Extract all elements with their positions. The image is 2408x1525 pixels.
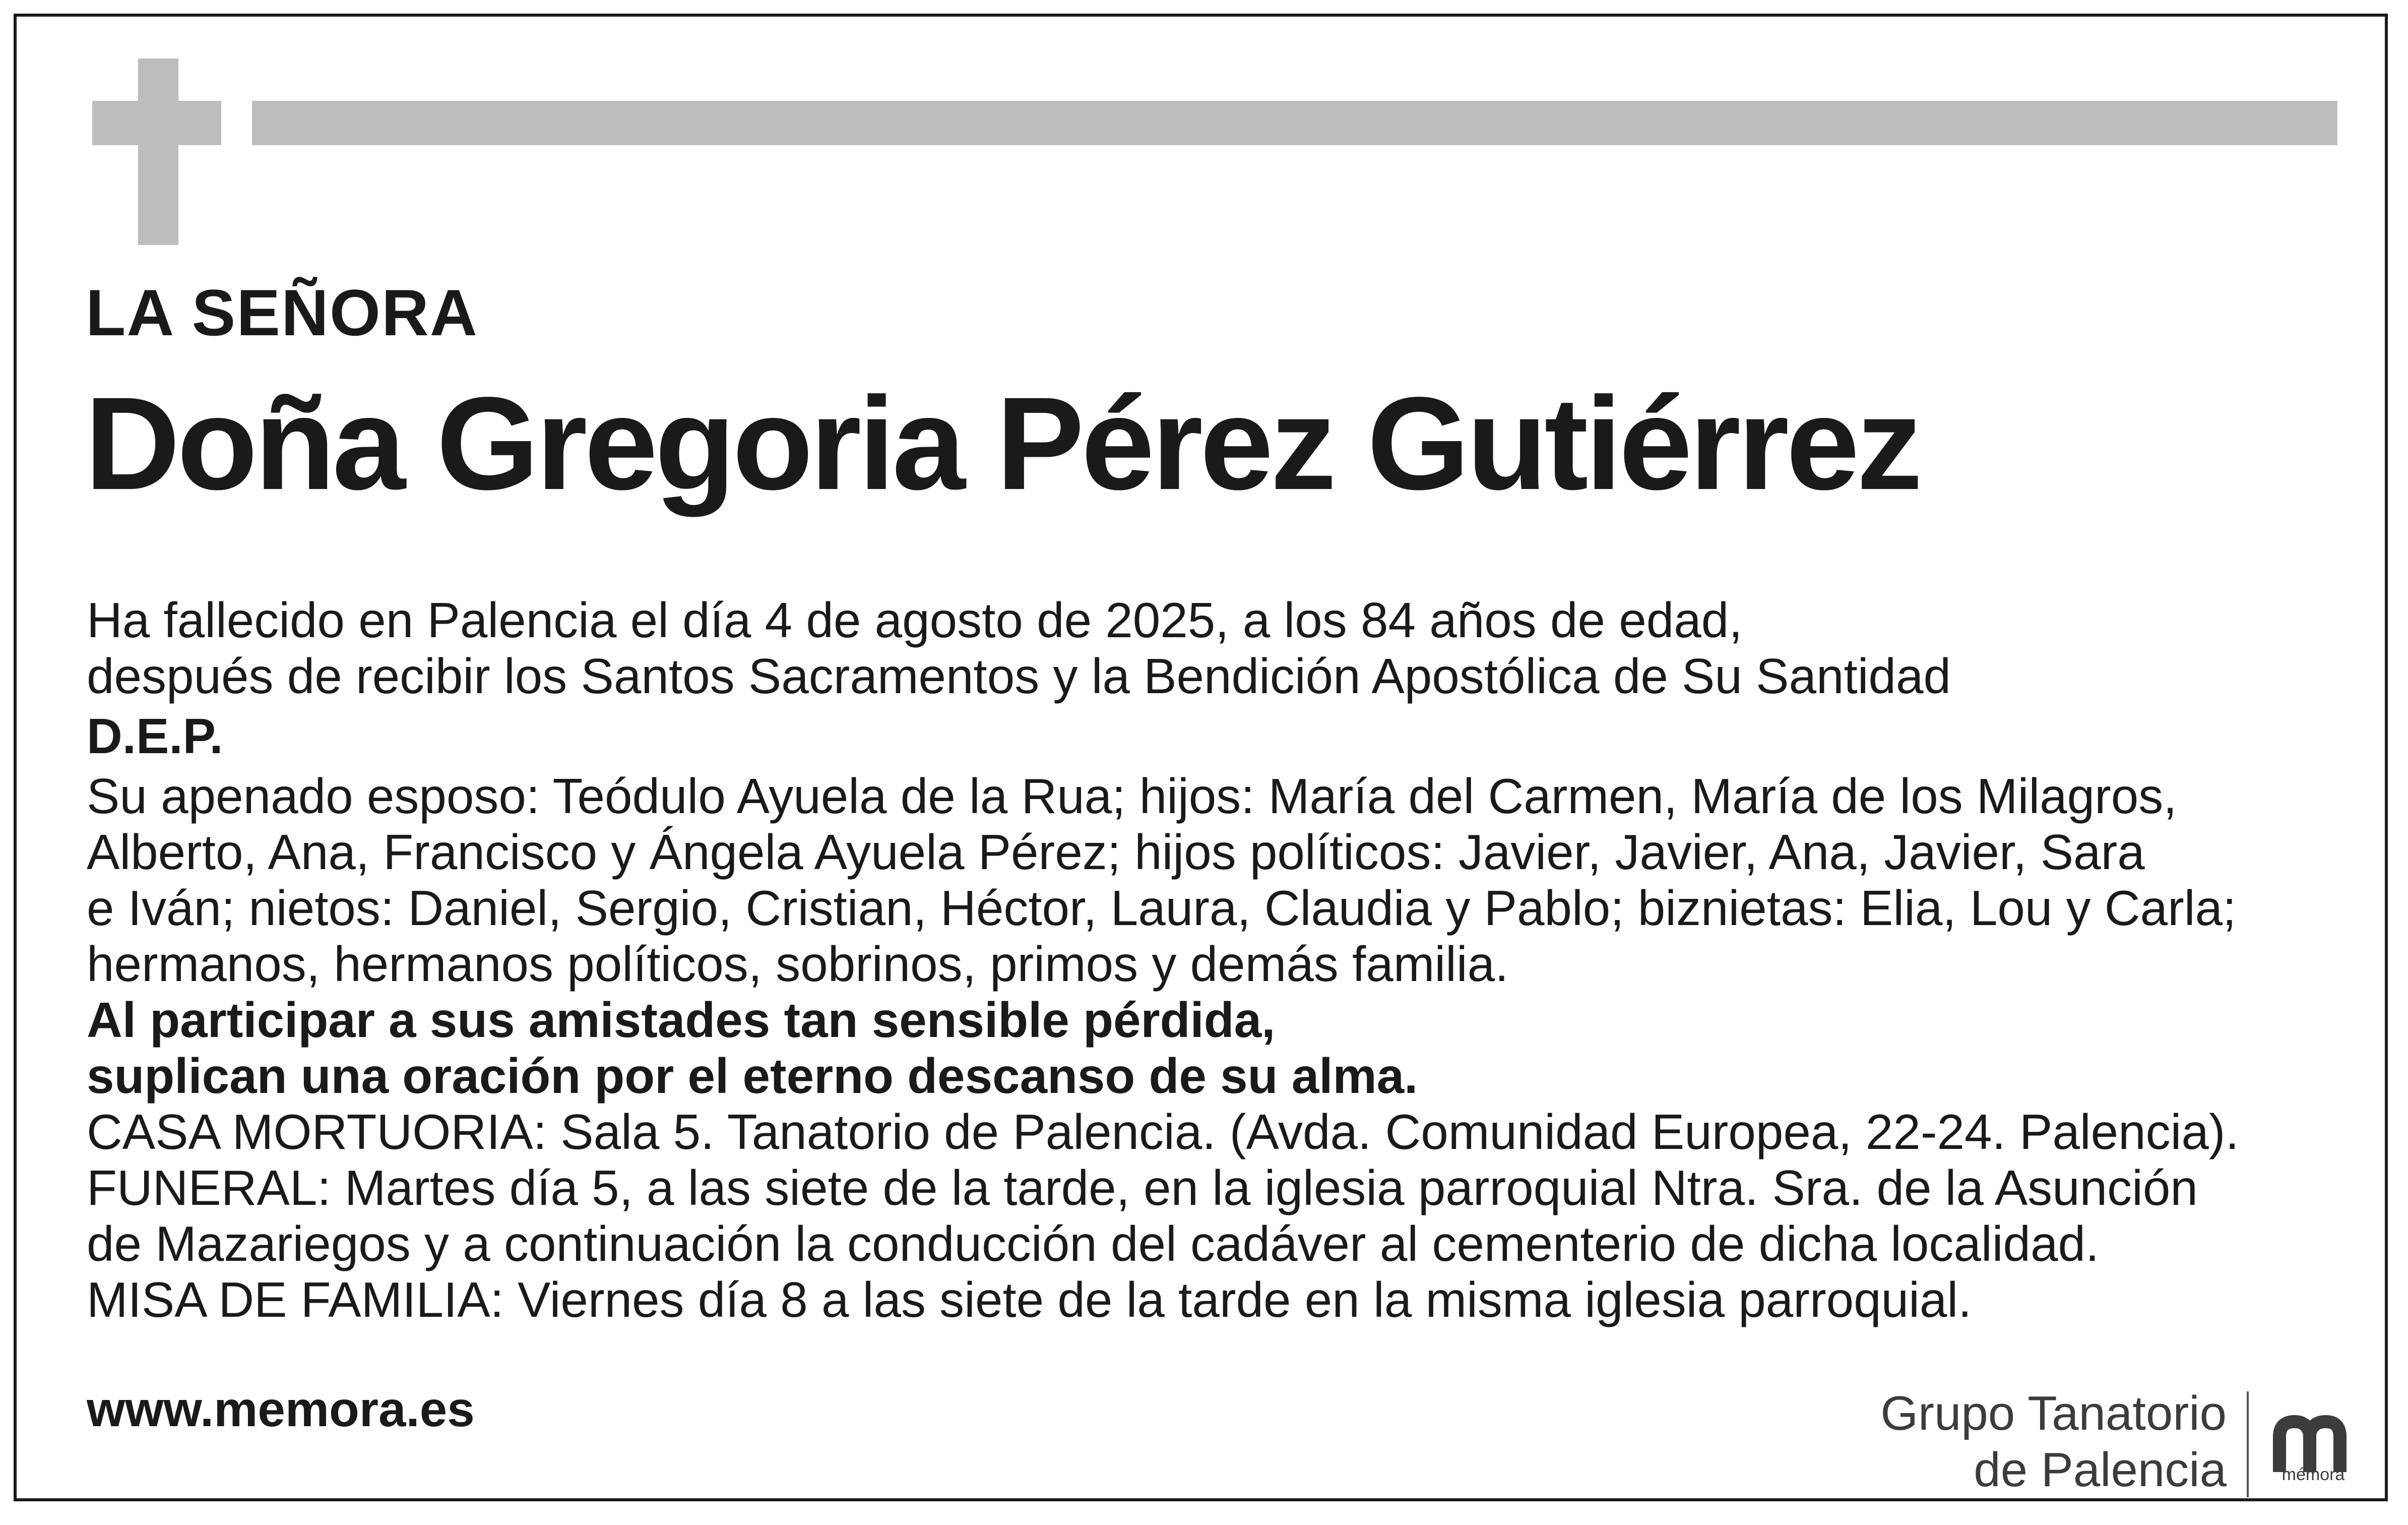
dep-label: D.E.P. <box>87 708 223 764</box>
honorific-label: LA SEÑORA <box>86 276 478 349</box>
header-rule <box>252 101 2337 145</box>
obituary-body <box>87 592 2344 1328</box>
logo-caption: mémora <box>2282 1465 2345 1484</box>
request-line: suplican una oración por el eterno descanso de su alma. <box>87 1048 1418 1104</box>
death-notice-line: después de recibir los Santos Sacramentos y la Bendición Apostólica de Su Santidad <box>87 648 1951 704</box>
death-notice-line: Ha fallecido en Palencia el día 4 de agosto de 2025, a los 84 años de edad, <box>87 592 1743 648</box>
request-line: Al participar a sus amistades tan sensible pérdida, <box>87 992 1276 1048</box>
brand-line: Grupo Tanatorio <box>1880 1386 2227 1440</box>
service-line: CASA MORTUORIA: Sala 5. Tanatorio de Palencia. (Avda. Comunidad Europea, 22-24. Palencia). <box>87 1104 2239 1160</box>
service-line: FUNERAL: Martes día 5, a las siete de la tarde, en la iglesia parroquial Ntra. Sra. de la Asunción <box>87 1160 2198 1215</box>
service-line: de Mazariegos y a continuación la conducción del cadáver al cementerio de dicha localidad. <box>87 1216 2100 1271</box>
family-line: Su apenado esposo: Teódulo Ayuela de la Rua; hijos: María del Carmen, María de los Milagros, <box>87 768 2177 824</box>
website-link[interactable]: www.memora.es <box>87 1381 475 1437</box>
brand-line: de Palencia <box>1974 1443 2227 1497</box>
cross-vertical-bar <box>138 58 178 245</box>
deceased-name: Doña Gregoria Pérez Gutiérrez <box>85 370 1920 517</box>
family-line: e Iván; nietos: Daniel, Sergio, Cristian, Héctor, Laura, Claudia y Pablo; biznietas: Elia, Lou y Carla; <box>87 880 2237 936</box>
cross-horizontal-bar <box>92 101 221 145</box>
service-line: MISA DE FAMILIA: Viernes día 8 a las siete de la tarde en la misma iglesia parroquial. <box>87 1272 1972 1327</box>
brand-name <box>1880 1385 2227 1498</box>
brand-divider <box>2247 1391 2249 1497</box>
family-line: hermanos, hermanos políticos, sobrinos, primos y demás familia. <box>87 936 1509 992</box>
family-line: Alberto, Ana, Francisco y Ángela Ayuela Pérez; hijos políticos: Javier, Javier, Ana, Javier, Sara <box>87 824 2145 880</box>
